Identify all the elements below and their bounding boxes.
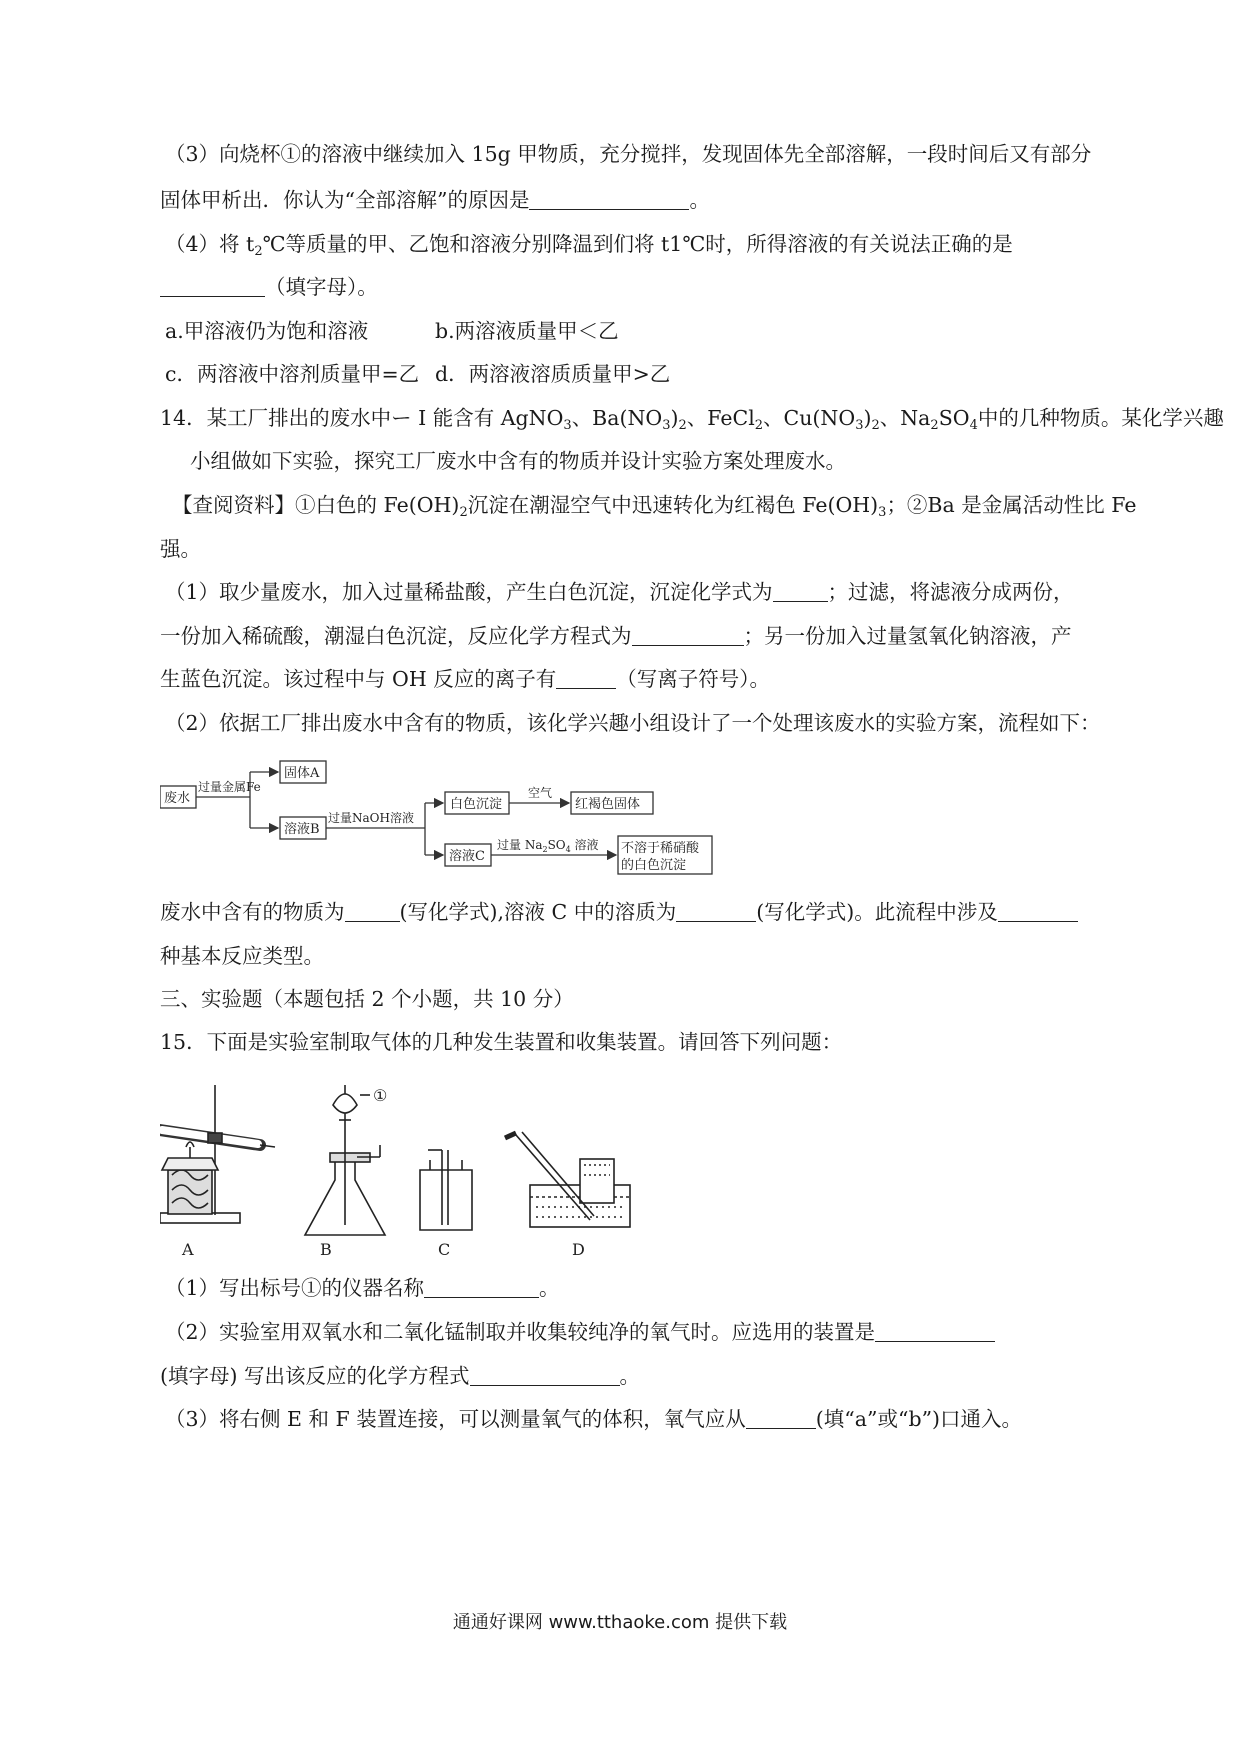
q15-part2-line1: （2）实验室用双氧水和二氧化锰制取并收集较纯净的氧气时。应选用的装置是 [165, 1318, 1140, 1346]
q14-part1-line2: 一份加入稀硫酸，潮湿白色沉淀，反应化学方程式为 ；另一份加入过量氢氧化钠溶液，产 [160, 624, 1072, 648]
answer-blank[interactable] [773, 579, 828, 602]
q13-part3-line1: （3）向烧杯①的溶液中继续加入 15g 甲物质，充分搅拌，发现固体先全部溶解，一段时间后又有部分 [165, 142, 1092, 166]
label-d: D [572, 1240, 585, 1259]
q14-part1-line1: （1）取少量废水，加入过量稀盐酸，产生白色沉淀，沉淀化学式为 ；过滤，将滤液分成两份， [165, 580, 1074, 604]
q15-part2-line2: (填字母) 写出该反应的化学方程式 。 [160, 1364, 641, 1388]
page-footer: 通通好课网 www.tthaoke.com 提供下载 [452, 1612, 788, 1633]
flow-final-line1: 不溶于稀硝酸 [621, 841, 700, 856]
q13-part4-line2: （填字母）。 [160, 273, 1140, 301]
option-c: c．两溶液中溶剂质量甲=乙 [165, 362, 420, 386]
flow-arrow3-label: 过量 $Na_2SO_4$ 溶液 [497, 838, 599, 854]
q14-part1-line3: 生蓝色沉淀。该过程中与 OH 反应的离子有 （写离子符号）。 [160, 667, 770, 691]
q15-intro: 15．下面是实验室制取气体的几种发生装置和收集装置。请回答下列问题： [160, 1030, 843, 1054]
flow-waste: 废水 [164, 791, 191, 806]
option-d: d．两溶液溶质质量甲>乙 [435, 362, 671, 386]
treatment-flow-diagram [160, 760, 760, 900]
answer-blank[interactable] [998, 899, 1078, 922]
label-a: A [182, 1240, 194, 1259]
q15-part1: （1）写出标号①的仪器名称 。 [165, 1276, 560, 1300]
section-3-heading: 三、实验题（本题包括 2 个小题，共 10 分） [160, 987, 574, 1011]
option-a: a.甲溶液仍为饱和溶液 [165, 319, 369, 343]
marker-1: ① [373, 1086, 388, 1105]
answer-blank[interactable] [746, 1406, 816, 1429]
answer-blank[interactable] [676, 899, 756, 922]
q15-part3: （3）将右侧 E 和 F 装置连接，可以测量氧气的体积，氧气应从 (填“a”或“b”)口通入。 [165, 1407, 1023, 1431]
flow-solution-c: 溶液C [449, 849, 485, 864]
answer-blank[interactable] [529, 187, 689, 210]
apparatus-d [505, 1132, 630, 1227]
flow-air-label: 空气 [528, 786, 553, 800]
flow-red-brown-solid: 红褐色固体 [575, 797, 641, 812]
label-b: B [320, 1240, 332, 1259]
q14-line2: 小组做如下实验，探究工厂废水中含有的物质并设计实验方案处理废水。 [190, 449, 846, 473]
apparatus-b [305, 1085, 388, 1235]
answer-blank[interactable] [556, 666, 616, 689]
q14-answer-line1: 废水中含有的物质为 (写化学式),溶液 C 中的溶质为 (写化学式)。此流程中涉及 [160, 898, 1140, 926]
answer-blank[interactable] [875, 1319, 995, 1342]
gas-apparatus-figure [160, 1075, 720, 1260]
q13-options-row2 [165, 360, 1140, 388]
flow-arrow2-label: 过量NaOH溶液 [328, 811, 414, 825]
answer-blank[interactable] [160, 274, 265, 297]
label-c: C [438, 1240, 451, 1259]
q13-part3-line2: 固体甲析出．你认为“全部溶解”的原因是 。 [160, 188, 710, 212]
apparatus-a [160, 1085, 275, 1223]
answer-blank[interactable] [470, 1363, 620, 1386]
flow-final-line2: 的白色沉淀 [621, 858, 687, 873]
q14-reference-line1: 【查阅资料】①白色的 $Fe(OH)_2$沉淀在潮湿空气中迅速转化为红褐色 $Fe(OH)_3$；②Ba 是金属活动性比 Fe [172, 493, 1137, 520]
flow-white-precipitate: 白色沉淀 [450, 797, 503, 812]
flow-arrow1-label: 过量金属Fe [198, 780, 261, 794]
option-b: b.两溶液质量甲＜乙 [435, 319, 619, 343]
q14-line1: 14．某工厂排出的废水中ー I 能含有 AgNO$_3$、$Ba(NO_3)_2$、FeCl$_2$、$Cu(NO_3)_2$、$Na_2SO_4$中的几种物质。某化学兴趣 [160, 406, 1224, 433]
flow-solution-b: 溶液B [284, 822, 320, 837]
answer-blank[interactable] [424, 1275, 539, 1298]
q13-part4-line1: （4）将 $t_2℃$等质量的甲、乙饱和溶液分别降温到们将 t1℃时，所得溶液的有关说法正确的是 [165, 232, 1013, 259]
q14-reference-line2: 强。 [160, 537, 201, 561]
q14-part2-line: （2）依据工厂排出废水中含有的物质，该化学兴趣小组设计了一个处理该废水的实验方案，流程如下： [165, 711, 1101, 735]
apparatus-c [420, 1150, 472, 1230]
answer-blank[interactable] [632, 623, 744, 646]
flow-solid-a: 固体A [284, 766, 320, 781]
answer-blank[interactable] [345, 899, 400, 922]
q14-answer-line2: 种基本反应类型。 [160, 944, 324, 968]
q13-options-row1 [165, 317, 1140, 345]
